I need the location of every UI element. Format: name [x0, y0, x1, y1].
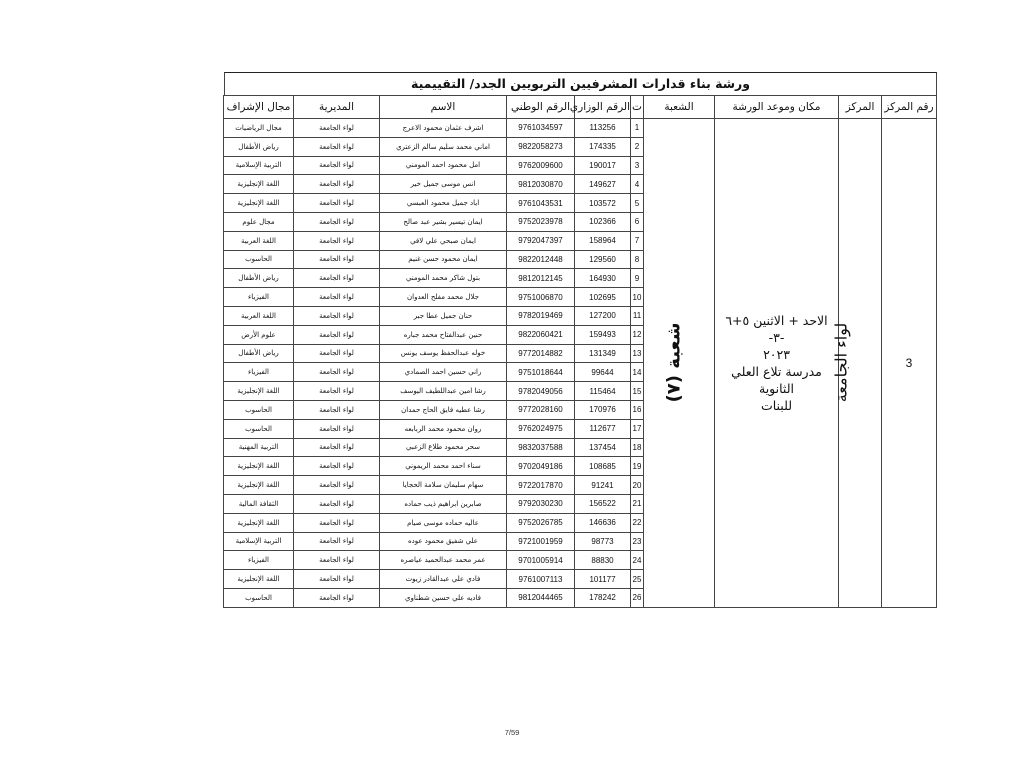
seq-cell: 4 [631, 175, 644, 194]
place-date-line: الاحد + الاثنين ٥+٦ -٣- [725, 312, 828, 345]
seq-cell: 16 [631, 400, 644, 419]
field-cell: التربية الإسلامية [224, 532, 294, 551]
table-header-row [224, 96, 937, 119]
seq-cell: 12 [631, 325, 644, 344]
directorate-cell: لواء الجامعة [294, 194, 380, 213]
ministry-number-cell: 115464 [575, 382, 631, 401]
place-date-cell [715, 119, 839, 608]
national-number-cell: 9752023978 [507, 212, 575, 231]
ministry-number-cell: 158964 [575, 231, 631, 250]
national-number-cell: 9722017870 [507, 476, 575, 495]
national-number-cell: 9812012145 [507, 269, 575, 288]
national-number-cell: 9782019469 [507, 306, 575, 325]
header-field: مجال الإشراف [224, 96, 294, 119]
header-center: المركز [839, 96, 882, 119]
name-cell: حنين عبدالفتاح محمد جباره [380, 325, 507, 344]
directorate-cell: لواء الجامعة [294, 476, 380, 495]
name-cell: فادي علي عبدالقادر زيوت [380, 570, 507, 589]
ministry-number-cell: 102695 [575, 288, 631, 307]
national-number-cell: 9822060421 [507, 325, 575, 344]
national-number-cell: 9822058273 [507, 137, 575, 156]
ministry-number-cell: 159493 [575, 325, 631, 344]
national-number-cell: 9792030230 [507, 494, 575, 513]
field-cell: اللغة الإنجليزية [224, 457, 294, 476]
ministry-number-cell: 174335 [575, 137, 631, 156]
header-ministry-no: الرقم الوزاري [575, 96, 631, 119]
name-cell: عمر محمد عبدالحميد عياصره [380, 551, 507, 570]
section-label: شعبة (٧) [663, 322, 685, 403]
ministry-number-cell: 190017 [575, 156, 631, 175]
national-number-cell: 9772014882 [507, 344, 575, 363]
ministry-number-cell: 146636 [575, 513, 631, 532]
page-number: 7/59 [504, 728, 520, 737]
field-cell: رياض الأطفال [224, 344, 294, 363]
seq-cell: 26 [631, 588, 644, 607]
name-cell: جلال محمد مفلح العدوان [380, 288, 507, 307]
directorate-cell: لواء الجامعة [294, 419, 380, 438]
directorate-cell: لواء الجامعة [294, 363, 380, 382]
directorate-cell: لواء الجامعة [294, 438, 380, 457]
directorate-cell: لواء الجامعة [294, 269, 380, 288]
national-number-cell: 9762009600 [507, 156, 575, 175]
seq-cell: 15 [631, 382, 644, 401]
name-cell: بتول شاكر محمد المومني [380, 269, 507, 288]
seq-cell: 10 [631, 288, 644, 307]
ministry-number-cell: 88830 [575, 551, 631, 570]
seq-cell: 3 [631, 156, 644, 175]
field-cell: التربية الإسلامية [224, 156, 294, 175]
seq-cell: 20 [631, 476, 644, 495]
directorate-cell: لواء الجامعة [294, 532, 380, 551]
ministry-number-cell: 108685 [575, 457, 631, 476]
national-number-cell: 9761034597 [507, 119, 575, 138]
ministry-number-cell: 149627 [575, 175, 631, 194]
directorate-cell: لواء الجامعة [294, 344, 380, 363]
directorate-cell: لواء الجامعة [294, 306, 380, 325]
ministry-number-cell: 164930 [575, 269, 631, 288]
directorate-cell: لواء الجامعة [294, 175, 380, 194]
center-number: 3 [905, 355, 913, 370]
header-seq: ت [631, 96, 644, 119]
ministry-number-cell: 127200 [575, 306, 631, 325]
field-cell: مجال الرياضيات [224, 119, 294, 138]
name-cell: اشرف عثمان محمود الاعرج [380, 119, 507, 138]
national-number-cell: 9752026785 [507, 513, 575, 532]
table-body [224, 119, 937, 608]
header-center-no: رقم المركز [882, 96, 937, 119]
seq-cell: 11 [631, 306, 644, 325]
name-cell: رشا امين عبداللطيف اليوسف [380, 382, 507, 401]
field-cell: الحاسوب [224, 400, 294, 419]
national-number-cell: 9792047397 [507, 231, 575, 250]
name-cell: ايمان تيسير بشير عبد صالح [380, 212, 507, 231]
ministry-number-cell: 178242 [575, 588, 631, 607]
participants-table [223, 95, 937, 608]
name-cell: امل محمود احمد المومني [380, 156, 507, 175]
field-cell: اللغة الإنجليزية [224, 194, 294, 213]
national-number-cell: 9751018644 [507, 363, 575, 382]
table-row [224, 119, 937, 138]
field-cell: علوم الأرض [224, 325, 294, 344]
seq-cell: 22 [631, 513, 644, 532]
ministry-number-cell: 170976 [575, 400, 631, 419]
seq-cell: 14 [631, 363, 644, 382]
directorate-cell: لواء الجامعة [294, 457, 380, 476]
name-cell: فاديه علي حسين شطناوي [380, 588, 507, 607]
center-name-cell [831, 119, 882, 608]
field-cell: اللغة الإنجليزية [224, 513, 294, 532]
ministry-number-cell: 98773 [575, 532, 631, 551]
directorate-cell: لواء الجامعة [294, 119, 380, 138]
national-number-cell: 9782049056 [507, 382, 575, 401]
section-cell [644, 119, 715, 608]
seq-cell: 7 [631, 231, 644, 250]
ministry-number-cell: 101177 [575, 570, 631, 589]
ministry-number-cell: 91241 [575, 476, 631, 495]
header-section: الشعبة [644, 96, 715, 119]
ministry-number-cell: 102366 [575, 212, 631, 231]
national-number-cell: 9761043531 [507, 194, 575, 213]
name-cell: راني حسين احمد الصمادي [380, 363, 507, 382]
place-date-line: مدرسة تلاع العلي الثانوية [731, 363, 822, 396]
field-cell: اللغة العربية [224, 306, 294, 325]
field-cell: اللغة الإنجليزية [224, 476, 294, 495]
name-cell: ايمان صبحي علي لافي [380, 231, 507, 250]
ministry-number-cell: 113256 [575, 119, 631, 138]
name-cell: خوله عبدالحفظ يوسف يونس [380, 344, 507, 363]
field-cell: التربية المهنية [224, 438, 294, 457]
field-cell: اللغة الإنجليزية [224, 382, 294, 401]
name-cell: صابرين ابراهيم ذيب حماده [380, 494, 507, 513]
name-cell: حنان جميل عطا جبر [380, 306, 507, 325]
field-cell: اللغة الإنجليزية [224, 175, 294, 194]
national-number-cell: 9772028160 [507, 400, 575, 419]
seq-cell: 1 [631, 119, 644, 138]
directorate-cell: لواء الجامعة [294, 156, 380, 175]
ministry-number-cell: 131349 [575, 344, 631, 363]
field-cell: الفيزياء [224, 363, 294, 382]
directorate-cell: لواء الجامعة [294, 494, 380, 513]
directorate-cell: لواء الجامعة [294, 137, 380, 156]
field-cell: الحاسوب [224, 250, 294, 269]
national-number-cell: 9822012448 [507, 250, 575, 269]
document-title: ورشة بناء قدارات المشرفيين التربويين الجدد/ التقييمية [224, 72, 937, 95]
header-national-no: الرقم الوطني [507, 96, 575, 119]
seq-cell: 19 [631, 457, 644, 476]
seq-cell: 25 [631, 570, 644, 589]
national-number-cell: 9812030870 [507, 175, 575, 194]
ministry-number-cell: 137454 [575, 438, 631, 457]
ministry-number-cell: 129560 [575, 250, 631, 269]
directorate-cell: لواء الجامعة [294, 570, 380, 589]
directorate-cell: لواء الجامعة [294, 288, 380, 307]
ministry-number-cell: 156522 [575, 494, 631, 513]
seq-cell: 18 [631, 438, 644, 457]
seq-cell: 9 [631, 269, 644, 288]
seq-cell: 6 [631, 212, 644, 231]
national-number-cell: 9721001959 [507, 532, 575, 551]
seq-cell: 23 [631, 532, 644, 551]
national-number-cell: 9751006870 [507, 288, 575, 307]
national-number-cell: 9761007113 [507, 570, 575, 589]
national-number-cell: 9812044465 [507, 588, 575, 607]
name-cell: سحر محمود طلاع الزعبي [380, 438, 507, 457]
directorate-cell: لواء الجامعة [294, 400, 380, 419]
header-name: الاسم [380, 96, 507, 119]
header-directorate: المديرية [294, 96, 380, 119]
national-number-cell: 9702049186 [507, 457, 575, 476]
seq-cell: 24 [631, 551, 644, 570]
seq-cell: 17 [631, 419, 644, 438]
ministry-number-cell: 99644 [575, 363, 631, 382]
field-cell: رياض الأطفال [224, 269, 294, 288]
name-cell: سناء احمد محمد الريموني [380, 457, 507, 476]
name-cell: سهام سليمان سلامة الحجايا [380, 476, 507, 495]
field-cell: اللغة الإنجليزية [224, 570, 294, 589]
field-cell: الحاسوب [224, 419, 294, 438]
national-number-cell: 9832037588 [507, 438, 575, 457]
directorate-cell: لواء الجامعة [294, 551, 380, 570]
field-cell: رياض الأطفال [224, 137, 294, 156]
field-cell: الحاسوب [224, 588, 294, 607]
directorate-cell: لواء الجامعة [294, 212, 380, 231]
field-cell: اللغة العربية [224, 231, 294, 250]
name-cell: عاليه حماده موسى صيام [380, 513, 507, 532]
directorate-cell: لواء الجامعة [294, 382, 380, 401]
name-cell: روان محمود محمد الربابعه [380, 419, 507, 438]
name-cell: رشا عطيه فايق الحاج حمدان [380, 400, 507, 419]
national-number-cell: 9701005914 [507, 551, 575, 570]
field-cell: مجال علوم [224, 212, 294, 231]
header-place-date: مكان وموعد الورشة [715, 96, 839, 119]
field-cell: الثقافة المالية [224, 494, 294, 513]
directorate-cell: لواء الجامعة [294, 325, 380, 344]
field-cell: الفيزياء [224, 288, 294, 307]
name-cell: اماني محمد سليم سالم الزعتري [380, 137, 507, 156]
center-number-cell [882, 119, 937, 608]
name-cell: اياد جميل محمود العبسي [380, 194, 507, 213]
seq-cell: 13 [631, 344, 644, 363]
directorate-cell: لواء الجامعة [294, 250, 380, 269]
seq-cell: 21 [631, 494, 644, 513]
name-cell: انس موسى جميل خير [380, 175, 507, 194]
place-date-line: ٢٠٢٣ [763, 346, 790, 362]
directorate-cell: لواء الجامعة [294, 588, 380, 607]
name-cell: ايمان محمود حسن غنيم [380, 250, 507, 269]
directorate-cell: لواء الجامعة [294, 231, 380, 250]
document-table-wrapper [224, 72, 937, 608]
name-cell: علي شفيق محمود عوده [380, 532, 507, 551]
directorate-cell: لواء الجامعة [294, 513, 380, 532]
seq-cell: 8 [631, 250, 644, 269]
national-number-cell: 9762024975 [507, 419, 575, 438]
field-cell: الفيزياء [224, 551, 294, 570]
ministry-number-cell: 112677 [575, 419, 631, 438]
place-date-line: للبنات [760, 397, 793, 413]
seq-cell: 2 [631, 137, 644, 156]
seq-cell: 5 [631, 194, 644, 213]
center-name: لواء الجامعة [831, 323, 851, 403]
ministry-number-cell: 103572 [575, 194, 631, 213]
